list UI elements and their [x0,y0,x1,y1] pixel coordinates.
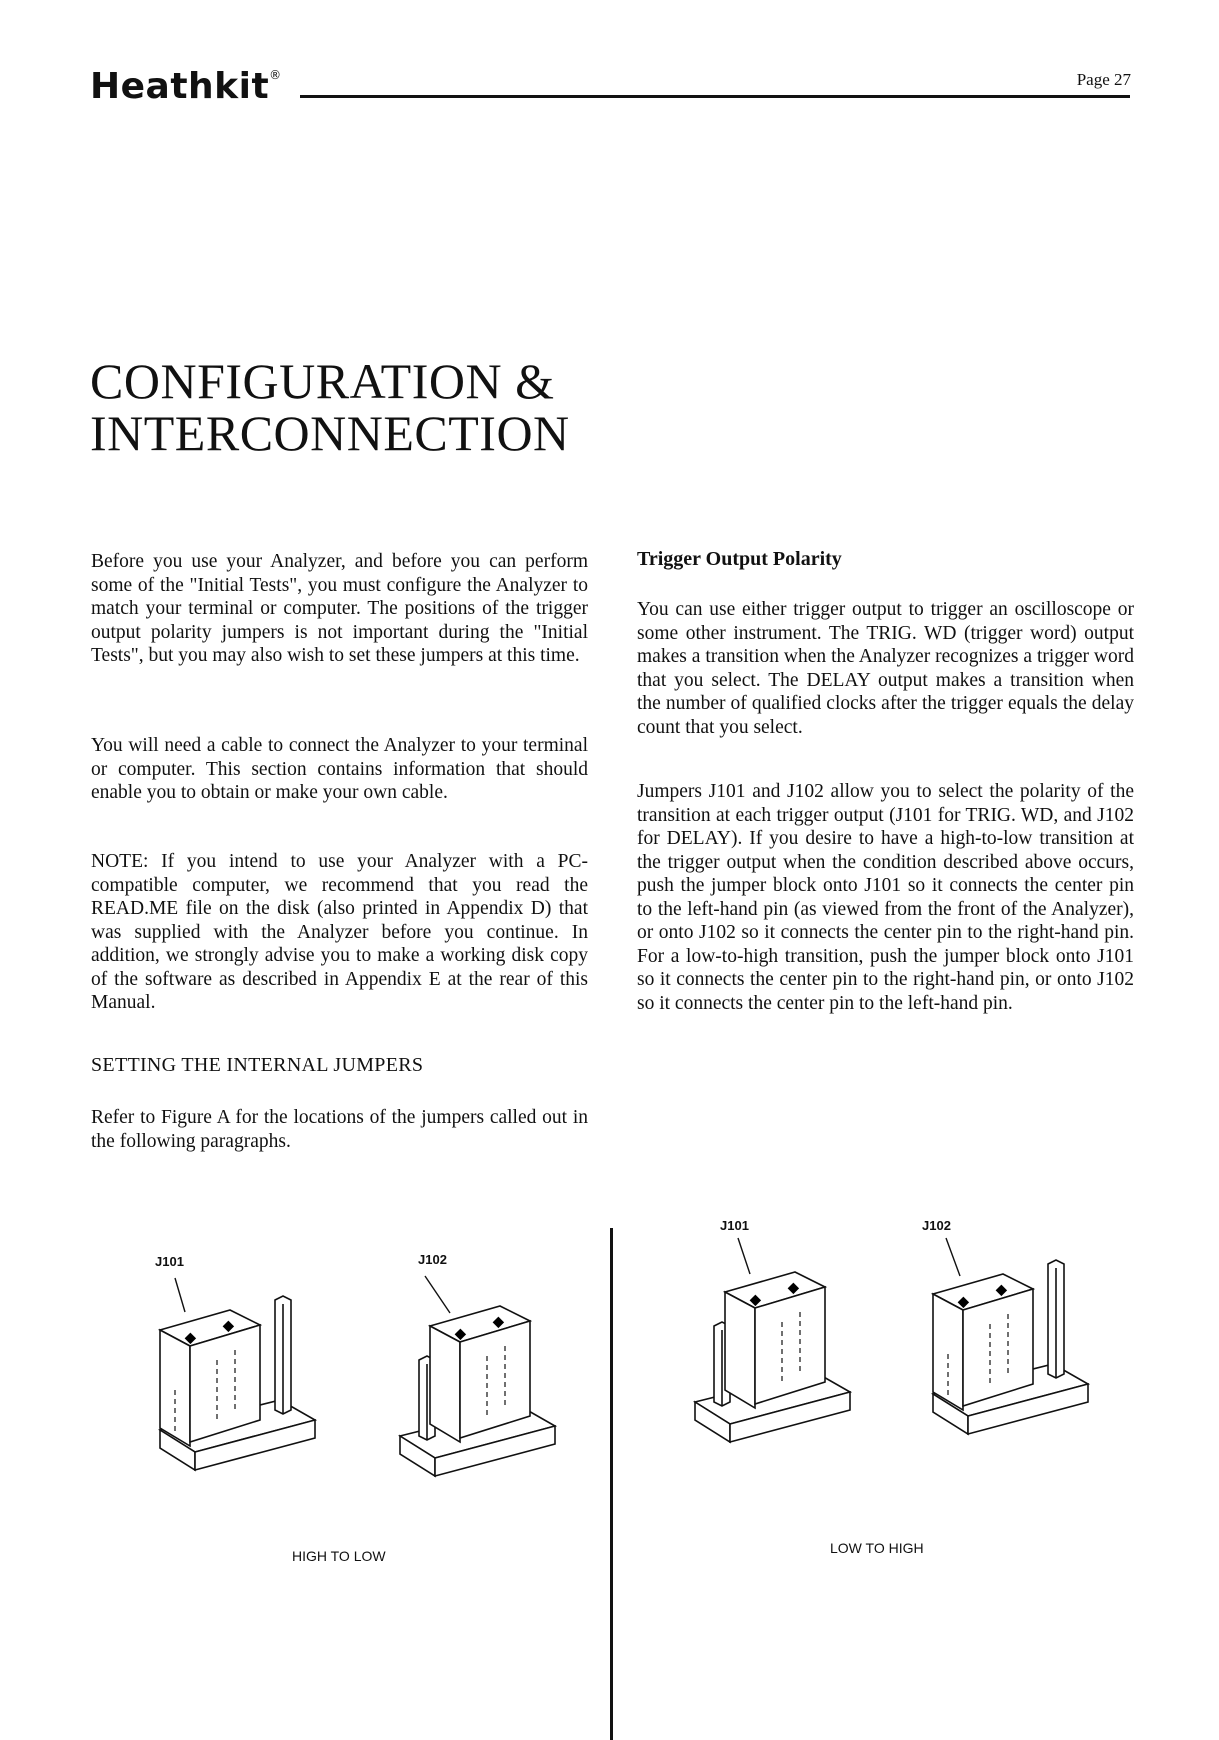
svg-text:◆: ◆ [958,1293,969,1309]
svg-text:◆: ◆ [493,1313,504,1329]
registered-mark: ® [269,68,282,82]
svg-text:◆: ◆ [455,1325,466,1341]
page-title [90,355,570,459]
jumper-paragraph-block [637,780,1134,1015]
low-to-high-caption: LOW TO HIGH [830,1540,924,1556]
svg-text:◆: ◆ [223,1317,234,1333]
brand-logo [90,66,282,107]
jumper-paragraph: Jumpers J101 and J102 allow you to select the polarity of the transition at each trigger output (J101 for TRIG. WD, and J102 for DELAY). If you desire to have a high-to-low transition at the trigger output when the condition described above occurs, push the jumper block onto J101 so it connects the center pin to the left-hand pin (as viewed from the front of the Analyzer), or onto J102 so it connects the center pin to the right-hand pin. For a low-to-high transition, push the jumper block onto J101 so it connects the center pin to the right-hand pin, or onto J102 so it connects the center pin to the left-hand pin. [637,781,1134,1014]
high-to-low-caption: HIGH TO LOW [292,1548,386,1564]
svg-text:◆: ◆ [185,1329,196,1345]
title-line-2: INTERCONNECTION [90,405,570,461]
page-number: Page 27 [1076,70,1131,89]
figure-ref-paragraph-block [91,1106,588,1153]
svg-text:◆: ◆ [788,1279,799,1295]
low-to-high-j102-drawing [928,1234,1103,1434]
section-heading-jumpers: SETTING THE INTERNAL JUMPERS [91,1054,424,1076]
high-to-low-j102-drawing [395,1268,570,1478]
brand-name: Heathkit [90,66,270,107]
trigger-paragraph-block [637,598,1134,739]
figure-ref-paragraph: Refer to Figure A for the locations of the jumpers called out in the following paragraphs. [91,1107,588,1152]
note-paragraph: NOTE: If you intend to use your Analyzer with a PC-compatible computer, we recommend that you read the READ.ME file on the disk (also printed in Appendix D) that was supplied with the Analyzer before you continue. In addition, we strongly advise you to make a working disk copy of the software as described in Appendix E at the rear of this Manual. [91,851,588,1013]
cable-paragraph-block [91,734,588,805]
high-to-low-j101-label: J101 [155,1254,184,1269]
note-paragraph-block [91,850,588,1015]
cable-paragraph: You will need a cable to connect the Analyzer to your terminal or computer. This section contains information that should enable you to obtain or make your own cable. [91,735,588,803]
trigger-polarity-heading: Trigger Output Polarity [637,548,842,570]
high-to-low-j101-drawing [155,1270,330,1470]
trigger-paragraph: You can use either trigger output to trigger an oscilloscope or some other instrument. The TRIG. WD (trigger word) output makes a transition when the Analyzer recognizes a trigger word that you select. The DELAY output makes a transition when the number of qualified clocks after the trigger equals the delay count that you select. [637,599,1134,738]
left-column [91,550,588,668]
title-line-1: CONFIGURATION & [90,353,555,409]
svg-text:◆: ◆ [750,1291,761,1307]
intro-paragraph: Before you use your Analyzer, and before you can perform some of the "Initial Tests", you must configure the Analyzer to match your terminal or computer. The positions of the trigger output polarity jumpers is not important during the "Initial Tests", but you may also wish to set these jumpers at this time. [91,551,588,666]
low-to-high-j101-label: J101 [720,1218,749,1233]
header-rule [300,95,1130,98]
figure-divider [610,1228,613,1740]
high-to-low-j102-label: J102 [418,1252,447,1267]
svg-text:◆: ◆ [996,1281,1007,1297]
low-to-high-j101-drawing [690,1234,865,1444]
low-to-high-j102-label: J102 [922,1218,951,1233]
